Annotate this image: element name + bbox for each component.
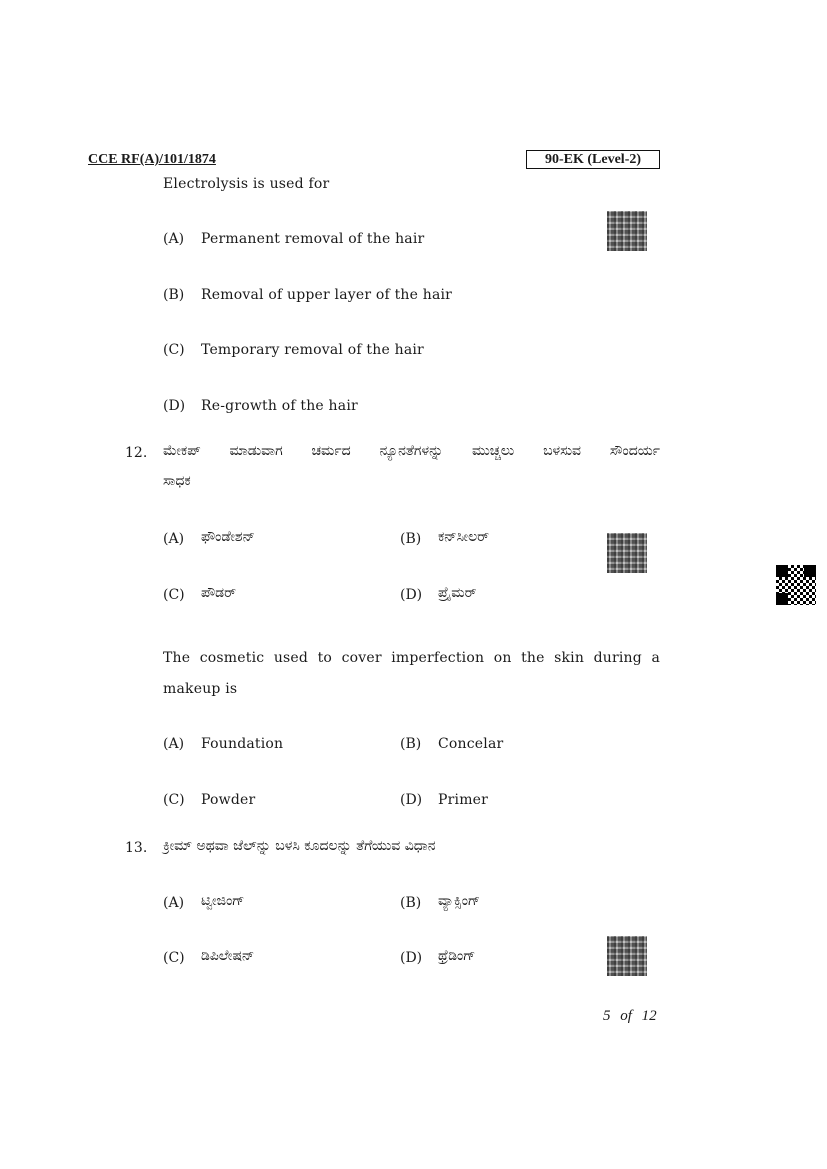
q12-number: 12. [125, 445, 148, 461]
qr-code [607, 211, 647, 251]
q13-option-b-text: ವ್ಯಾಕ್ಸಿಂಗ್ [438, 893, 481, 909]
q12-en-option-b-text: Concelar [438, 736, 504, 752]
q11-option-b-text: Removal of upper layer of the hair [201, 287, 453, 303]
q13-option-d-text: ಥ್ರೆಡಿಂಗ್ [438, 948, 476, 964]
q13-option-b-letter: (B) [400, 895, 422, 911]
q13-number: 13. [125, 840, 148, 856]
q11-option-a-text: Permanent removal of the hair [201, 231, 425, 247]
q13-option-a-letter: (A) [163, 895, 185, 911]
q13-option-c-text: ಡಿಪಿಲೇಷನ್ [201, 948, 255, 964]
q12-stem-kn-line1: ಮೇಕಪ್ ಮಾಡುವಾಗ ಚರ್ಮದ ನ್ಯೂನತೆಗಳನ್ನು ಮುಚ್ಚಲು ಬಳಸುವ ಸೌಂದರ್ಯ [163, 443, 660, 459]
page-number: 5 of 12 [603, 1008, 657, 1024]
qr-code [607, 936, 647, 976]
q11-option-d-letter: (D) [163, 398, 186, 414]
q12-stem-en-line1: The cosmetic used to cover imperfection on the skin during a [163, 650, 660, 666]
q12-en-option-a-letter: (A) [163, 736, 185, 752]
q12-en-option-b-letter: (B) [400, 736, 422, 752]
qr-code [607, 533, 647, 573]
q13-option-d-letter: (D) [400, 950, 423, 966]
level-code-box: 90-EK (Level-2) [526, 150, 660, 169]
q12-stem-kn-line2: ಸಾಧಕ [163, 473, 191, 489]
q13-option-a-text: ಟ್ವೀಜಿಂಗ್ [201, 893, 245, 909]
side-qr-code [776, 565, 816, 605]
q13-option-c-letter: (C) [163, 950, 185, 966]
q11-option-c-letter: (C) [163, 342, 185, 358]
q12-kn-option-d-letter: (D) [400, 587, 423, 603]
q12-en-option-c-letter: (C) [163, 792, 185, 808]
q11-option-d-text: Re-growth of the hair [201, 398, 358, 414]
q11-option-b-letter: (B) [163, 287, 185, 303]
q11-option-c-text: Temporary removal of the hair [201, 342, 424, 358]
q12-kn-option-b-letter: (B) [400, 531, 422, 547]
q11-stem-en: Electrolysis is used for [163, 176, 330, 192]
q12-en-option-c-text: Powder [201, 792, 256, 808]
q12-kn-option-b-text: ಕನ್‌ಸೀಲರ್ [438, 529, 490, 545]
q12-kn-option-a-letter: (A) [163, 531, 185, 547]
q12-stem-en-line2: makeup is [163, 681, 238, 697]
q12-kn-option-c-text: ಪೌಡರ್ [201, 585, 237, 601]
q13-stem-kn: ಕ್ರೀಮ್ ಅಥವಾ ಜೆಲ್‌ನ್ನು ಬಳಸಿ ಕೂದಲನ್ನು ತೆಗೆಯುವ ವಿಧಾನ [163, 838, 436, 854]
q12-kn-option-d-text: ಪ್ರೈಮರ್ [438, 585, 477, 601]
q12-kn-option-a-text: ಫೌಂಡೇಶನ್ [201, 529, 255, 545]
q11-option-a-letter: (A) [163, 231, 185, 247]
q12-kn-option-c-letter: (C) [163, 587, 185, 603]
q12-en-option-a-text: Foundation [201, 736, 284, 752]
q12-en-option-d-letter: (D) [400, 792, 423, 808]
paper-code: CCE RF(A)/101/1874 [88, 152, 216, 167]
q12-en-option-d-text: Primer [438, 792, 489, 808]
